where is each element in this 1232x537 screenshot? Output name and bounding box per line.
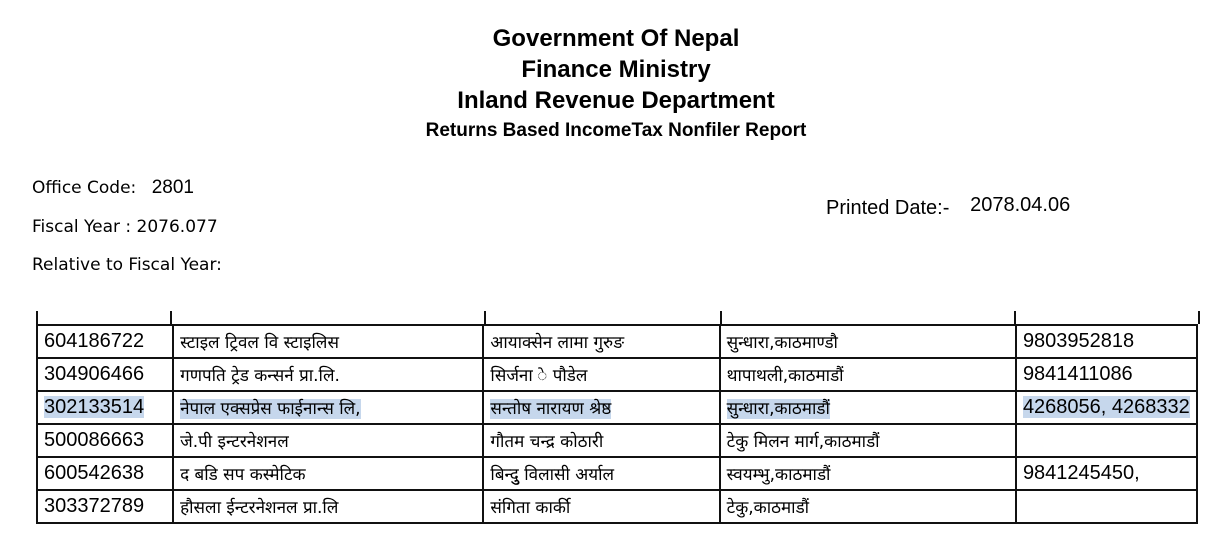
pan-cell-text: 500086663 xyxy=(44,429,145,451)
address-cell[interactable] xyxy=(720,424,1016,457)
taxpayer-name-cell[interactable] xyxy=(173,457,483,490)
pan-cell-text: 600542638 xyxy=(44,462,145,484)
pan-cell-text: 304906466 xyxy=(44,363,145,385)
address-cell-text: टेकु,काठमाडौं xyxy=(726,498,810,518)
table-top-divider xyxy=(1014,311,1016,324)
pan-cell[interactable] xyxy=(37,358,173,391)
taxpayer-name-cell[interactable] xyxy=(173,490,483,523)
phone-cell-text: 9841411086 xyxy=(1022,363,1133,385)
owner-name-cell-text: आयाक्सेन लामा गुरुङ xyxy=(490,333,625,353)
phone-cell-text: 9841245450, xyxy=(1022,462,1140,484)
pan-cell[interactable] xyxy=(37,490,173,523)
taxpayer-name-cell-text: द बडि सप कस्मेटिक xyxy=(180,465,306,485)
fiscal-year-label: Fiscal Year : 2076.077 xyxy=(32,217,218,237)
table-top-fragment xyxy=(36,311,1200,324)
taxpayer-name-cell-text: हौसला ईन्टरनेशनल प्रा.लि xyxy=(180,498,339,518)
table-row[interactable] xyxy=(37,325,1197,358)
address-cell-text: थापाथली,काठमाडौं xyxy=(726,366,844,386)
address-cell[interactable] xyxy=(720,325,1016,358)
address-cell-text: स्वयम्भु,काठमाडौं xyxy=(726,465,831,485)
report-subtitle: Returns Based IncomeTax Nonfiler Report xyxy=(425,120,807,141)
phone-cell[interactable] xyxy=(1016,325,1197,358)
office-code-label: Office Code: xyxy=(32,178,137,198)
address-cell[interactable] xyxy=(720,457,1016,490)
taxpayer-name-cell-text: जे.पी इन्टरनेशनल xyxy=(180,432,289,452)
owner-name-cell[interactable] xyxy=(483,358,719,391)
report-title-government: Government Of Nepal xyxy=(492,25,740,52)
phone-cell-text: 4268056, 4268332 xyxy=(1022,396,1190,418)
owner-name-cell-text: सिर्जना े पौडेल xyxy=(490,366,588,386)
owner-name-cell-text: सन्तोष नारायण श्रेष्ठ xyxy=(490,399,612,419)
table-top-divider xyxy=(484,311,486,324)
address-cell[interactable] xyxy=(720,391,1016,424)
fiscal-year xyxy=(32,216,218,238)
owner-name-cell[interactable] xyxy=(483,457,719,490)
pan-cell[interactable] xyxy=(37,424,173,457)
phone-cell[interactable] xyxy=(1016,424,1197,457)
table-top-divider xyxy=(170,311,172,324)
owner-name-cell[interactable] xyxy=(483,490,719,523)
printed-date xyxy=(826,194,1071,220)
pan-cell-text: 303372789 xyxy=(44,495,145,517)
report-title-ministry: Finance Ministry xyxy=(521,56,711,83)
owner-name-cell-text: बिन्दुु विलासी अर्याल xyxy=(490,465,615,485)
table-row[interactable] xyxy=(37,490,1197,523)
printed-date-value: 2078.04.06 xyxy=(970,194,1071,216)
pan-cell[interactable] xyxy=(37,325,173,358)
owner-name-cell[interactable] xyxy=(483,424,719,457)
taxpayer-name-cell[interactable] xyxy=(173,358,483,391)
relative-fiscal-year xyxy=(32,254,222,276)
address-cell-text: सुन्धारा,काठमाडौं xyxy=(726,399,830,419)
address-cell-text: सुन्धारा,काठमाण्डौ xyxy=(726,333,838,353)
taxpayer-name-cell[interactable] xyxy=(173,391,483,424)
nonfiler-table xyxy=(36,324,1198,524)
table-row[interactable] xyxy=(37,358,1197,391)
office-code xyxy=(32,177,194,199)
phone-cell[interactable] xyxy=(1016,391,1197,424)
address-cell-text: टेकु मिलन मार्ग,काठमाडौं xyxy=(726,432,880,452)
address-cell[interactable] xyxy=(720,490,1016,523)
phone-cell[interactable] xyxy=(1016,490,1197,523)
printed-date-label: Printed Date:- xyxy=(826,197,950,219)
phone-cell[interactable] xyxy=(1016,358,1197,391)
pan-cell[interactable] xyxy=(37,457,173,490)
report-title-department: Inland Revenue Department xyxy=(457,87,775,114)
table-row[interactable] xyxy=(37,391,1197,424)
phone-cell[interactable] xyxy=(1016,457,1197,490)
table-row[interactable] xyxy=(37,457,1197,490)
table-row[interactable] xyxy=(37,424,1197,457)
taxpayer-name-cell-text: नेपाल एक्सप्रेस फाईनान्स लि, xyxy=(180,399,361,419)
pan-cell-text: 604186722 xyxy=(44,330,145,352)
taxpayer-name-cell[interactable] xyxy=(173,424,483,457)
owner-name-cell-text: संगिता कार्की xyxy=(490,498,571,518)
table-top-divider xyxy=(720,311,722,324)
taxpayer-name-cell[interactable] xyxy=(173,325,483,358)
taxpayer-name-cell-text: स्टाइल ट्रिवल वि स्टाइलिस xyxy=(180,333,339,353)
address-cell[interactable] xyxy=(720,358,1016,391)
owner-name-cell[interactable] xyxy=(483,391,719,424)
relative-fiscal-year-label: Relative to Fiscal Year: xyxy=(32,255,222,275)
pan-cell-text: 302133514 xyxy=(44,396,145,418)
owner-name-cell[interactable] xyxy=(483,325,719,358)
office-code-value: 2801 xyxy=(151,177,194,198)
phone-cell-text: 9803952818 xyxy=(1022,330,1135,352)
pan-cell[interactable] xyxy=(37,391,173,424)
taxpayer-name-cell-text: गणपति ट्रेड कन्सर्न प्रा.लि. xyxy=(180,366,340,386)
owner-name-cell-text: गौतम चन्द्र कोठारी xyxy=(490,432,604,452)
